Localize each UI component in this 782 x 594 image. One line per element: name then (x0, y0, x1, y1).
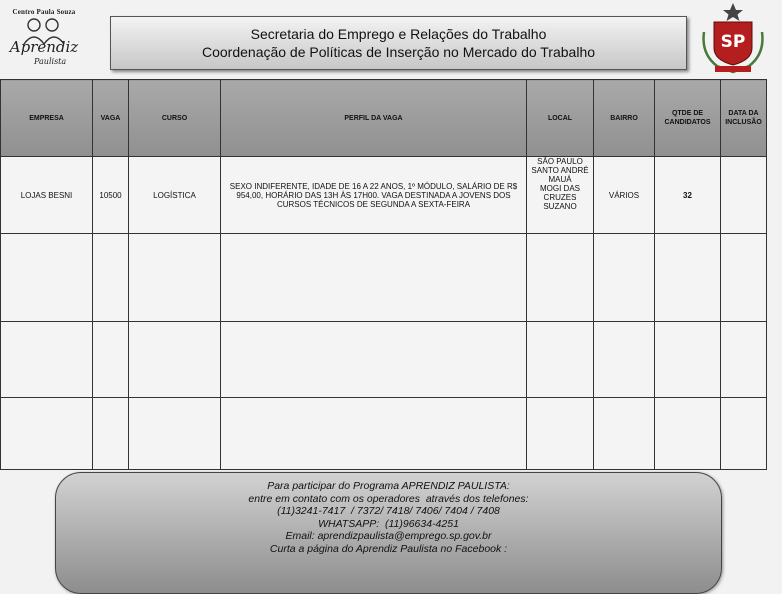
empty-cell (721, 322, 767, 398)
contact-line-whatsapp: WHATSAPP: (11)96634-4251 (318, 517, 459, 530)
local-item: SÃO PAULO (537, 157, 583, 166)
local-item: SANTO ANDRÉ (531, 166, 589, 175)
column-header-local: LOCAL (527, 80, 594, 157)
table-row-empty (1, 322, 767, 398)
empty-cell (527, 398, 594, 470)
column-header-qtde-line2: CANDIDATOS (664, 119, 711, 126)
contact-line-facebook: Curta a página do Aprendiz Paulista no Facebook : (269, 542, 508, 555)
local-item: SUZANO (543, 202, 577, 211)
empty-cell (1, 322, 93, 398)
empty-cell (655, 234, 721, 322)
centro-paula-souza-label: Centro Paula Souza (12, 8, 76, 16)
empty-cell (129, 322, 221, 398)
contact-line-email: Email: aprendizpaulista@emprego.sp.gov.br (285, 530, 492, 543)
page-title-line2: Coordenação de Políticas de Inserção no Mercado do Trabalho (201, 44, 596, 60)
contact-line-operators: entre em contato com os operadores através dos telefones: (248, 492, 529, 505)
contact-line-phones: (11)3241-7417 / 7372/ 7418/ 7406/ 7404 / 7408 (277, 505, 500, 518)
local-item: MAUÁ (548, 175, 572, 184)
sao-paulo-coat-of-arms-icon (701, 2, 765, 76)
empty-cell (594, 234, 655, 322)
empty-cell (129, 398, 221, 470)
job-listings-table (0, 79, 767, 470)
cell-bairro: VÁRIOS (594, 157, 655, 234)
cell-local (527, 157, 594, 234)
column-header-qtde-line1: QTDE DE (671, 110, 704, 117)
column-header-bairro: BAIRRO (594, 80, 655, 157)
empty-cell (655, 398, 721, 470)
cell-perfil: SEXO INDIFERENTE, IDADE DE 16 A 22 ANOS, 1º MÓDULO, SALÁRIO DE R$ 954,00, HORÁRIO DAS 13H ÀS 17H00. VAGA DESTINADA A JOVENS DOS CURSOS TÉCNICOS DE SEGUNDA A SEXTA-FEIRA (221, 157, 527, 234)
aprendiz-paulista-logo (8, 8, 80, 74)
contact-line-intro: Para participar do Programa APRENDIZ PAULISTA: (267, 480, 510, 492)
table-row (1, 157, 767, 234)
empty-cell (221, 398, 527, 470)
table-header-row (1, 80, 767, 157)
column-header-empresa: EMPRESA (1, 80, 93, 157)
empty-cell (721, 234, 767, 322)
empty-cell (93, 234, 129, 322)
empty-cell (655, 322, 721, 398)
empty-cell (221, 234, 527, 322)
empty-cell (594, 398, 655, 470)
contact-info-box (55, 472, 722, 594)
column-header-vaga: VAGA (93, 80, 129, 157)
paulista-wordmark: Paulista (34, 57, 67, 66)
empty-cell (93, 398, 129, 470)
column-header-perfil: PERFIL DA VAGA (221, 80, 527, 157)
empty-cell (527, 322, 594, 398)
local-item: CRUZES (543, 193, 577, 202)
empty-cell (221, 322, 527, 398)
cell-qtde: 32 (655, 157, 721, 234)
cell-empresa: LOJAS BESNI (1, 157, 93, 234)
column-header-curso: CURSO (129, 80, 221, 157)
coat-of-arms-initials: SP (720, 32, 746, 52)
local-item: MOGI DAS (539, 184, 580, 193)
column-header-data-line2: INCLUSÃO (725, 119, 762, 126)
empty-cell (527, 234, 594, 322)
empty-cell (93, 322, 129, 398)
table-row-empty (1, 234, 767, 322)
page-title-line1: Secretaria do Emprego e Relações do Trabalho (250, 26, 547, 42)
column-header-data (721, 80, 767, 157)
empty-cell (721, 398, 767, 470)
cell-vaga: 10500 (93, 157, 129, 234)
empty-cell (129, 234, 221, 322)
column-header-data-line1: DATA DA (728, 110, 759, 117)
column-header-qtde (655, 80, 721, 157)
empty-cell (1, 234, 93, 322)
cell-data (721, 157, 767, 234)
empty-cell (594, 322, 655, 398)
page-title-box (110, 16, 687, 70)
empty-cell (1, 398, 93, 470)
table-row-empty (1, 398, 767, 470)
cell-curso: LOGÍSTICA (129, 157, 221, 234)
aprendiz-wordmark: Aprendiz (9, 38, 79, 56)
